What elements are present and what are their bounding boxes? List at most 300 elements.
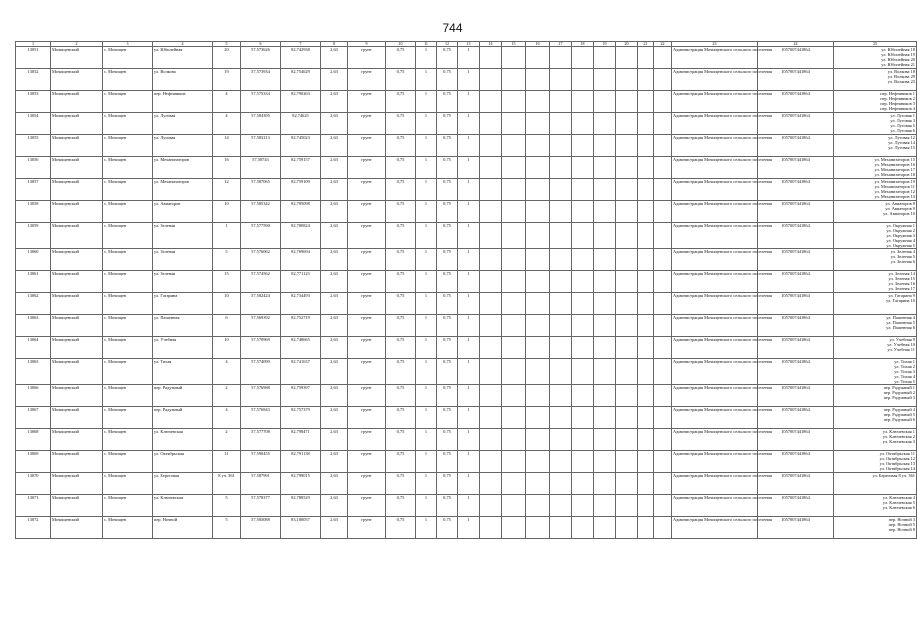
empty-cell [526, 407, 550, 429]
area-cell: 2,63 [321, 407, 348, 429]
empty-cell [526, 69, 550, 91]
area-cell: 2,63 [321, 451, 348, 473]
empty-cell [502, 495, 526, 517]
empty-cell [654, 47, 672, 69]
empty-cell [572, 69, 594, 91]
empty-cell [638, 179, 654, 201]
container-count-2-cell: 1 [458, 179, 480, 201]
surface-type-cell: грунт [348, 315, 386, 337]
empty-cell [502, 517, 526, 539]
owner-name-cell: Администрация Мочищенского сельского поселения [672, 385, 758, 407]
empty-cell [480, 113, 502, 135]
latitude-cell: 57,570969 [241, 337, 281, 359]
container-volume-2-cell: 0,75 [437, 201, 458, 223]
surface-type-cell: грунт [348, 135, 386, 157]
owner-ogrn-cell: 1057007441864 [758, 271, 834, 293]
column-number-cell: 5 [213, 42, 241, 47]
empty-cell [616, 495, 638, 517]
served-addresses-cell: ул. Зеленая 4 ул. Зеленая 5 ул. Зеленая 6 [834, 249, 917, 271]
empty-cell [502, 47, 526, 69]
empty-cell [594, 385, 616, 407]
house-number-cell: 2 [213, 385, 241, 407]
empty-cell [616, 69, 638, 91]
record-number-cell: 13065 [16, 359, 51, 385]
latitude-cell: 57,577590 [241, 223, 281, 249]
empty-cell [480, 495, 502, 517]
empty-cell [616, 337, 638, 359]
surface-type-cell: грунт [348, 517, 386, 539]
house-number-cell: 14 [213, 135, 241, 157]
street-cell: ул. Зеленая [153, 223, 213, 249]
empty-cell [572, 249, 594, 271]
locality-cell: с. Мочищев [103, 451, 153, 473]
record-number-cell: 13052 [16, 69, 51, 91]
empty-cell [654, 495, 672, 517]
empty-cell [638, 201, 654, 223]
surface-type-cell: грунт [348, 495, 386, 517]
empty-cell [654, 315, 672, 337]
table-row [16, 429, 917, 451]
settlement-district-cell: Мочищенский [51, 359, 103, 385]
empty-cell [572, 201, 594, 223]
longitude-cell: 82,754629 [281, 69, 321, 91]
surface-type-cell: грунт [348, 113, 386, 135]
empty-cell [638, 47, 654, 69]
empty-cell [594, 201, 616, 223]
area-cell: 2,63 [321, 135, 348, 157]
container-volume-2-cell: 0,75 [437, 47, 458, 69]
empty-cell [526, 135, 550, 157]
empty-cell [526, 293, 550, 315]
empty-cell [480, 249, 502, 271]
empty-cell [654, 271, 672, 293]
owner-ogrn-cell: 1057007441864 [758, 315, 834, 337]
street-cell: ул. Луговая [153, 135, 213, 157]
container-volume-2-cell: 0,75 [437, 407, 458, 429]
house-number-cell: 6 [213, 315, 241, 337]
empty-cell [594, 517, 616, 539]
served-addresses-cell: ул. Луговая 1 ул. Луговая 3 ул. Луговая 5 ул. Луговая 6 [834, 113, 917, 135]
empty-cell [502, 337, 526, 359]
locality-cell: с. Мочищев [103, 359, 153, 385]
record-number-cell: 13060 [16, 249, 51, 271]
surface-type-cell: грунт [348, 271, 386, 293]
owner-ogrn-cell: 1057007441864 [758, 407, 834, 429]
record-number-cell: 13058 [16, 201, 51, 223]
latitude-cell: 57,576843 [241, 407, 281, 429]
empty-cell [550, 315, 572, 337]
empty-cell [638, 223, 654, 249]
empty-cell [572, 473, 594, 495]
longitude-cell: 82,752719 [281, 315, 321, 337]
empty-cell [480, 473, 502, 495]
area-cell: 2,63 [321, 179, 348, 201]
settlement-district-cell: Мочищенский [51, 315, 103, 337]
owner-name-cell: Администрация Мочищенского сельского поселения [672, 429, 758, 451]
container-volume-cell: 0,75 [386, 359, 416, 385]
longitude-cell: 82,759157 [281, 157, 321, 179]
empty-cell [572, 429, 594, 451]
longitude-cell: 82,799015 [281, 473, 321, 495]
empty-cell [550, 473, 572, 495]
area-cell: 2,63 [321, 495, 348, 517]
record-number-cell: 13063 [16, 315, 51, 337]
table-row [16, 201, 917, 223]
house-number-cell: 5 [213, 249, 241, 271]
container-count-cell: 1 [416, 179, 437, 201]
column-number-cell: 4 [153, 42, 213, 47]
empty-cell [550, 359, 572, 385]
empty-cell [550, 271, 572, 293]
empty-cell [526, 113, 550, 135]
served-addresses-cell: ул. Механизаторов 15 ул. Механизаторов 16 ул. Механизаторов 17 ул. Механизаторов 18 [834, 157, 917, 179]
street-cell: ул. Октябрьская [153, 451, 213, 473]
empty-cell [550, 337, 572, 359]
empty-cell [654, 179, 672, 201]
empty-cell [594, 407, 616, 429]
empty-cell [550, 223, 572, 249]
empty-cell [572, 315, 594, 337]
container-volume-cell: 0,75 [386, 495, 416, 517]
longitude-cell: 82,745023 [281, 135, 321, 157]
house-number-cell: 10 [213, 293, 241, 315]
record-number-cell: 13057 [16, 179, 51, 201]
longitude-cell: 82,757379 [281, 407, 321, 429]
table-row [16, 293, 917, 315]
column-number-cell: 24 [758, 42, 834, 47]
container-volume-2-cell: 0,75 [437, 385, 458, 407]
empty-cell [480, 271, 502, 293]
empty-cell [594, 429, 616, 451]
empty-cell [616, 517, 638, 539]
table-row [16, 223, 917, 249]
empty-cell [480, 179, 502, 201]
empty-cell [654, 157, 672, 179]
container-volume-2-cell: 0,75 [437, 293, 458, 315]
locality-cell: с. Мочищев [103, 495, 153, 517]
container-count-2-cell: 1 [458, 293, 480, 315]
area-cell: 2,63 [321, 157, 348, 179]
empty-cell [480, 429, 502, 451]
container-volume-cell: 0,75 [386, 517, 416, 539]
empty-cell [572, 135, 594, 157]
empty-cell [572, 385, 594, 407]
container-volume-2-cell: 0,75 [437, 429, 458, 451]
empty-cell [638, 113, 654, 135]
empty-cell [550, 407, 572, 429]
empty-cell [526, 179, 550, 201]
column-number-cell: 8 [321, 42, 348, 47]
empty-cell [654, 135, 672, 157]
container-count-cell: 1 [416, 293, 437, 315]
area-cell: 2,63 [321, 69, 348, 91]
settlement-district-cell: Мочищенский [51, 293, 103, 315]
surface-type-cell: грунт [348, 385, 386, 407]
owner-ogrn-cell: 1057007441864 [758, 201, 834, 223]
empty-cell [502, 293, 526, 315]
empty-cell [654, 249, 672, 271]
settlement-district-cell: Мочищенский [51, 337, 103, 359]
owner-ogrn-cell: 1057007441864 [758, 517, 834, 539]
container-volume-cell: 0,75 [386, 135, 416, 157]
container-count-2-cell: 1 [458, 47, 480, 69]
empty-cell [480, 157, 502, 179]
street-cell: ул. Гагарина [153, 293, 213, 315]
area-cell: 2,63 [321, 113, 348, 135]
empty-cell [502, 315, 526, 337]
table-row [16, 271, 917, 293]
empty-cell [572, 157, 594, 179]
table-row [16, 157, 917, 179]
settlement-district-cell: Мочищенский [51, 179, 103, 201]
empty-cell [502, 113, 526, 135]
house-number-cell: 5 [213, 517, 241, 539]
empty-cell [594, 249, 616, 271]
house-number-cell: 1 [213, 223, 241, 249]
empty-cell [572, 495, 594, 517]
area-cell: 2,63 [321, 293, 348, 315]
area-cell: 2,63 [321, 201, 348, 223]
latitude-cell: 57,583213 [241, 135, 281, 157]
empty-cell [638, 315, 654, 337]
empty-cell [572, 47, 594, 69]
street-cell: ул. Ключевская [153, 495, 213, 517]
container-count-2-cell: 1 [458, 271, 480, 293]
served-addresses-cell: ул. Волкова 18 ул. Волкова 29 ул. Волкова 23 [834, 69, 917, 91]
empty-cell [480, 293, 502, 315]
area-cell: 2,63 [321, 47, 348, 69]
street-cell: ул. Пашенная [153, 315, 213, 337]
empty-cell [480, 135, 502, 157]
empty-cell [616, 385, 638, 407]
empty-cell [638, 517, 654, 539]
column-number-cell: 19 [594, 42, 616, 47]
house-number-cell: 10 [213, 337, 241, 359]
empty-cell [480, 517, 502, 539]
owner-name-cell: Администрация Мочищенского сельского поселения [672, 451, 758, 473]
settlement-district-cell: Мочищенский [51, 157, 103, 179]
empty-cell [572, 451, 594, 473]
served-addresses-cell: ул. Ключевская 4 ул. Ключевская 5 ул. Ключевская 6 [834, 495, 917, 517]
served-addresses-cell: ул. Тихая 1 ул. Тихая 2 ул. Тихая 3 ул. Тихая 4 ул. Тихая 5 [834, 359, 917, 385]
container-count-cell: 1 [416, 157, 437, 179]
empty-cell [572, 223, 594, 249]
container-volume-2-cell: 0,75 [437, 315, 458, 337]
served-addresses-cell: ул. Гагарина 9 ул. Гагарина 10 [834, 293, 917, 315]
locality-cell: с. Мочищев [103, 47, 153, 69]
house-number-cell: 8 уч. 361 [213, 473, 241, 495]
longitude-cell: 82,788529 [281, 495, 321, 517]
empty-cell [616, 201, 638, 223]
served-addresses-cell: ул. Механизаторов 19 ул. Механизаторов 11 ул. Механизаторов 12 ул. Механизаторов 13 [834, 179, 917, 201]
table-row [16, 385, 917, 407]
locality-cell: с. Мочищев [103, 69, 153, 91]
served-addresses-cell: пер. Радужный 4 пер. Радужный 5 пер. Радужный 6 [834, 407, 917, 429]
latitude-cell: 57,573934 [241, 69, 281, 91]
empty-cell [502, 451, 526, 473]
served-addresses-cell: ул. Октябрьская 11 ул. Октябрьская 12 ул. Октябрьская 13 ул. Октябрьская 14 [834, 451, 917, 473]
container-volume-cell: 0,75 [386, 271, 416, 293]
owner-ogrn-cell: 1057007441864 [758, 135, 834, 157]
latitude-cell: 57,590455 [241, 451, 281, 473]
container-count-2-cell: 1 [458, 135, 480, 157]
longitude-cell: 82,748665 [281, 337, 321, 359]
container-volume-cell: 0,75 [386, 69, 416, 91]
empty-cell [550, 451, 572, 473]
container-count-cell: 1 [416, 429, 437, 451]
locality-cell: с. Мочищев [103, 429, 153, 451]
container-count-cell: 1 [416, 271, 437, 293]
street-cell: ул. Береговая [153, 473, 213, 495]
locality-cell: с. Мочищев [103, 337, 153, 359]
container-volume-2-cell: 0,75 [437, 249, 458, 271]
empty-cell [594, 451, 616, 473]
longitude-cell: 82,742938 [281, 47, 321, 69]
street-cell: ул. Зеленая [153, 249, 213, 271]
container-volume-cell: 0,75 [386, 473, 416, 495]
empty-cell [654, 473, 672, 495]
served-addresses-cell: пер. Нефтяников 1 пер. Нефтяников 2 пер. Нефтяников 3 пер. Нефтяников 4 [834, 91, 917, 113]
container-volume-cell: 0,75 [386, 385, 416, 407]
container-count-cell: 1 [416, 223, 437, 249]
settlement-district-cell: Мочищенский [51, 271, 103, 293]
table-row [16, 69, 917, 91]
empty-cell [526, 385, 550, 407]
latitude-cell: 57,573626 [241, 47, 281, 69]
table-row [16, 91, 917, 113]
owner-name-cell: Администрация Мочищенского сельского поселения [672, 473, 758, 495]
owner-ogrn-cell: 1057007441864 [758, 293, 834, 315]
settlement-district-cell: Мочищенский [51, 135, 103, 157]
owner-ogrn-cell: 1057007441864 [758, 69, 834, 91]
table-row [16, 135, 917, 157]
owner-name-cell: Администрация Мочищенского сельского поселения [672, 249, 758, 271]
latitude-cell: 57,585342 [241, 201, 281, 223]
owner-ogrn-cell: 1057007441864 [758, 249, 834, 271]
record-number-cell: 13053 [16, 91, 51, 113]
empty-cell [638, 429, 654, 451]
container-count-2-cell: 1 [458, 337, 480, 359]
house-number-cell: 19 [213, 69, 241, 91]
longitude-cell: 82,791138 [281, 451, 321, 473]
empty-cell [526, 451, 550, 473]
container-count-2-cell: 1 [458, 429, 480, 451]
container-count-cell: 1 [416, 249, 437, 271]
container-volume-2-cell: 0,75 [437, 495, 458, 517]
container-volume-cell: 0,75 [386, 179, 416, 201]
owner-name-cell: Администрация Мочищенского сельского поселения [672, 315, 758, 337]
empty-cell [594, 179, 616, 201]
street-cell: ул. Луговая [153, 113, 213, 135]
settlement-district-cell: Мочищенский [51, 429, 103, 451]
surface-type-cell: грунт [348, 69, 386, 91]
empty-cell [638, 293, 654, 315]
record-number-cell: 13059 [16, 223, 51, 249]
latitude-cell: 57,574099 [241, 359, 281, 385]
area-cell: 2,63 [321, 359, 348, 385]
empty-cell [572, 113, 594, 135]
served-addresses-cell: ул. Луговая 12 ул. Луговая 14 ул. Луговая 15 [834, 135, 917, 157]
area-cell: 2,63 [321, 315, 348, 337]
surface-type-cell: грунт [348, 407, 386, 429]
container-volume-2-cell: 0,75 [437, 223, 458, 249]
area-cell: 2,63 [321, 271, 348, 293]
container-volume-2-cell: 0,75 [437, 157, 458, 179]
empty-cell [502, 201, 526, 223]
owner-name-cell: Администрация Мочищенского сельского поселения [672, 69, 758, 91]
empty-cell [654, 337, 672, 359]
empty-cell [616, 157, 638, 179]
column-number-cell: 6 [241, 42, 281, 47]
empty-cell [594, 315, 616, 337]
area-cell: 2,63 [321, 91, 348, 113]
owner-name-cell: Администрация Мочищенского сельского поселения [672, 201, 758, 223]
empty-cell [526, 201, 550, 223]
record-number-cell: 13072 [16, 517, 51, 539]
owner-name-cell: Администрация Мочищенского сельского поселения [672, 47, 758, 69]
container-count-cell: 1 [416, 407, 437, 429]
street-cell: пер. Радужный [153, 385, 213, 407]
empty-cell [550, 249, 572, 271]
table-row [16, 249, 917, 271]
column-number-cell: 18 [572, 42, 594, 47]
container-count-2-cell: 1 [458, 451, 480, 473]
latitude-cell: 57,574562 [241, 271, 281, 293]
record-number-cell: 13066 [16, 385, 51, 407]
owner-name-cell: Администрация Мочищенского сельского поселения [672, 91, 758, 113]
column-number-cell: 3 [103, 42, 153, 47]
empty-cell [594, 359, 616, 385]
empty-cell [638, 337, 654, 359]
settlement-district-cell: Мочищенский [51, 47, 103, 69]
empty-cell [616, 451, 638, 473]
empty-cell [594, 337, 616, 359]
empty-cell [572, 271, 594, 293]
longitude-cell: 82,785098 [281, 201, 321, 223]
latitude-cell: 57,583088 [241, 517, 281, 539]
empty-cell [654, 451, 672, 473]
empty-cell [550, 113, 572, 135]
container-volume-cell: 0,75 [386, 47, 416, 69]
container-volume-cell: 0,75 [386, 249, 416, 271]
container-volume-cell: 0,75 [386, 315, 416, 337]
empty-cell [654, 201, 672, 223]
owner-name-cell: Администрация Мочищенского сельского поселения [672, 359, 758, 385]
owner-ogrn-cell: 1057007441864 [758, 495, 834, 517]
surface-type-cell: грунт [348, 157, 386, 179]
served-addresses-cell: ул. Пашенная 4 ул. Пашенная 5 ул. Пашенная 6 [834, 315, 917, 337]
surface-type-cell: грунт [348, 451, 386, 473]
column-number-cell: 12 [437, 42, 458, 47]
street-cell: ул. Механизаторов [153, 157, 213, 179]
owner-name-cell: Администрация Мочищенского сельского поселения [672, 179, 758, 201]
longitude-cell: 82,771123 [281, 271, 321, 293]
empty-cell [550, 429, 572, 451]
table-row [16, 337, 917, 359]
settlement-district-cell: Мочищенский [51, 201, 103, 223]
container-volume-2-cell: 0,75 [437, 473, 458, 495]
empty-cell [616, 429, 638, 451]
column-number-cell: 10 [386, 42, 416, 47]
owner-name-cell: Администрация Мочищенского сельского поселения [672, 495, 758, 517]
container-volume-cell: 0,75 [386, 113, 416, 135]
house-number-cell: 10 [213, 201, 241, 223]
empty-cell [616, 135, 638, 157]
owner-name-cell: Администрация Мочищенского сельского поселения [672, 517, 758, 539]
record-number-cell: 13061 [16, 271, 51, 293]
locality-cell: с. Мочищев [103, 385, 153, 407]
column-number-cell: 14 [480, 42, 502, 47]
